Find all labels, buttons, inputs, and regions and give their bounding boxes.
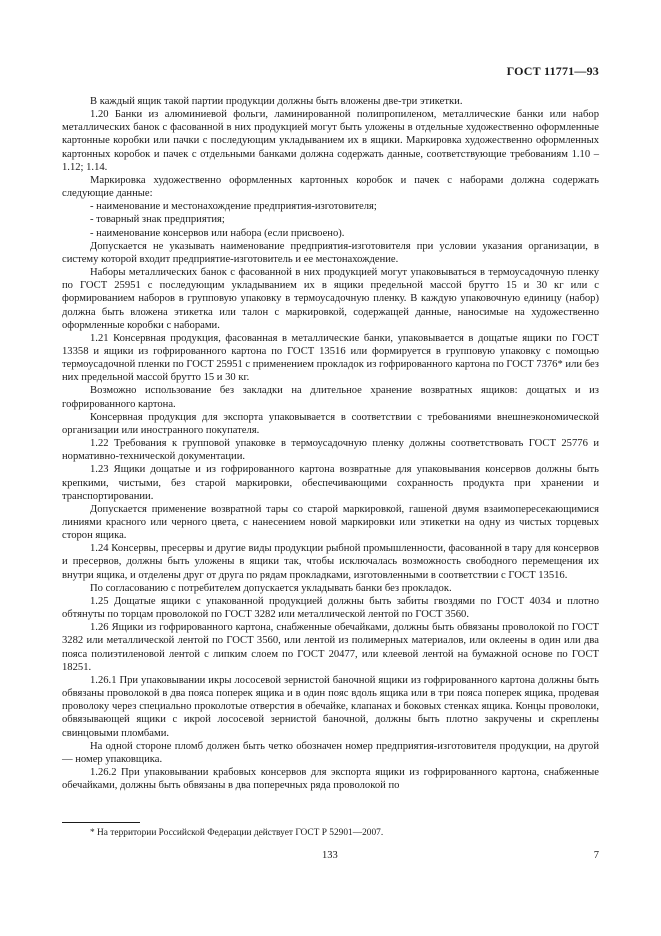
footnote: * На территории Российской Федерации действует ГОСТ Р 52901—2007. — [90, 828, 384, 838]
paragraph: 1.26.1 При упаковывании икры лососевой зернистой баночной ящики из гофрированного картона должны быть обвязаны проволокой в два пояса поперек ящика и в один пояс вдоль ящика или в три пояса поперек ящика, продевая проволоку через специально проколотые отверстия в обечайке, клапанах и боковых стенках ящика. Концы проволоки, обвязывающей ящики с икрой лососевой зернистой баночной, должны быть плотно закручены и скреплены свинцовыми пломбами. — [62, 674, 599, 739]
paragraph: 1.23 Ящики дощатые и из гофрированного картона возвратные для упаковывания консервов должны быть крепкими, чистыми, без старой маркировки, обеспечивающими сохранность продукта при хранении и транспортировании. — [62, 464, 599, 502]
paragraph: Консервная продукция для экспорта упаковывается в соответствии с требованиями внешнеэкономической организации или иностранного покупателя. — [62, 411, 599, 436]
list-item: - наименование консервов или набора (если присвоено). — [90, 227, 345, 239]
paragraph: 1.25 Дощатые ящики с упакованной продукцией должны быть забиты гвоздями по ГОСТ 4034 и плотно обтянуты по торцам проволокой по ГОСТ 3282 или металлической лентой по ГОСТ 3560. — [62, 595, 599, 621]
paragraph: Допускается применение возвратной тары со старой маркировкой, гашеной двумя взаимопересекающимися линиями красного или черного цвета, с нанесением новой маркировки или этикетки на одну из чистых торцевых сторон ящика. — [62, 503, 599, 542]
paragraph: 1.20 Банки из алюминиевой фольги, ламинированной полипропиленом, металлические банки или набор металлических банок с фасованной в них продукцией могут быть уложены в отдельные художественно оформленные картонные коробки или пачки с последующим укладыванием их в ящики. Маркировка художественно оформленных картонных коробок и пачек с отдельными банками должна содержать данные, соответствующие требованиям 1.10 – 1.12; 1.14. — [62, 109, 599, 173]
paragraph: По согласованию с потребителем допускается укладывать банки без прокладок. — [90, 582, 452, 594]
paragraph: 1.22 Требования к групповой упаковке в термоусадочную пленку должны соответствовать ГОСТ 25776 и нормативно-технической документации. — [62, 438, 599, 463]
sheet-number: 7 — [593, 850, 599, 861]
paragraph: Возможно использование без закладки на длительное хранение возвратных ящиков: дощатых и из гофрированного картона. — [62, 385, 599, 410]
paragraph: 1.26 Ящики из гофрированного картона, снабженные обечайками, должны быть обвязаны проволокой по ГОСТ 3282 или металлической лентой по ГОСТ 3560, или лентой из полимерных материалов, или оклеены в один или два пояса полиэтиленовой лентой с липким слоем по ГОСТ 20477, или клеевой лентой на бумажной основе по ГОСТ 18251. — [62, 622, 599, 673]
page-number: 133 — [322, 850, 338, 861]
list-item: - наименование и местонахождение предприятия-изготовителя; — [90, 201, 377, 213]
paragraph: В каждый ящик такой партии продукции должны быть вложены две-три этикетки. — [90, 96, 463, 107]
paragraph: Наборы металлических банок с фасованной в них продукцией могут упаковываться в термоусадочную пленку по ГОСТ 25951 с последующим укладыванием их в ящики предельной массой брутто 15 и 30 кг или с формированием наборов в групповую упаковку в термоусадочную пленку. В каждую упаковочную единицу (набор) должна быть вложена этикетка или талон с маркировкой, содержащей данные, наносимые на художественно оформленные коробки с наборами. — [62, 267, 599, 331]
paragraph: 1.26.2 При упаковывании крабовых консервов для экспорта ящики из гофрированного картона, снабженные обечайками, должны быть обвязаны в два поперечных ряда проволокой по — [62, 766, 599, 792]
paragraph: 1.21 Консервная продукция, фасованная в металлические банки, упаковывается в дощатые ящики по ГОСТ 13358 и ящики из гофрированного картона по ГОСТ 13516 или формируется в групповую упаковку с помощью термоусадочной пленки по ГОСТ 25951 с применением прокладок из гофрированного картона по ГОСТ 7376* или без них предельной массой брутто 15 и 30 кг. — [62, 332, 599, 384]
paragraph: На одной стороне пломб должен быть четко обозначен номер предприятия-изготовителя продукции, на другой — номер упаковщика. — [62, 740, 599, 765]
standard-code-header: ГОСТ 11771—93 — [506, 64, 599, 78]
list-item: - товарный знак предприятия; — [90, 214, 225, 226]
paragraph: 1.24 Консервы, пресервы и другие виды продукции рыбной промышленности, фасованной в тару для консервов и пресервов, должны быть уложены в ящики так, чтобы исключалась возможность свободного перемещения их внутри ящика, и отделены друг от друга по рядам прокладками, изготовленными в соответствии с ГОСТ 13516. — [62, 543, 599, 581]
footnote-divider — [62, 822, 140, 823]
paragraph: Допускается не указывать наименование предприятия-изготовителя при условии указания организации, в систему которой входит предприятие-изготовитель и ее местонахождение. — [62, 240, 599, 265]
body-text — [62, 95, 599, 792]
paragraph: Маркировка художественно оформленных картонных коробок и пачек с наборами должна содержать следующие данные: — [62, 174, 599, 200]
